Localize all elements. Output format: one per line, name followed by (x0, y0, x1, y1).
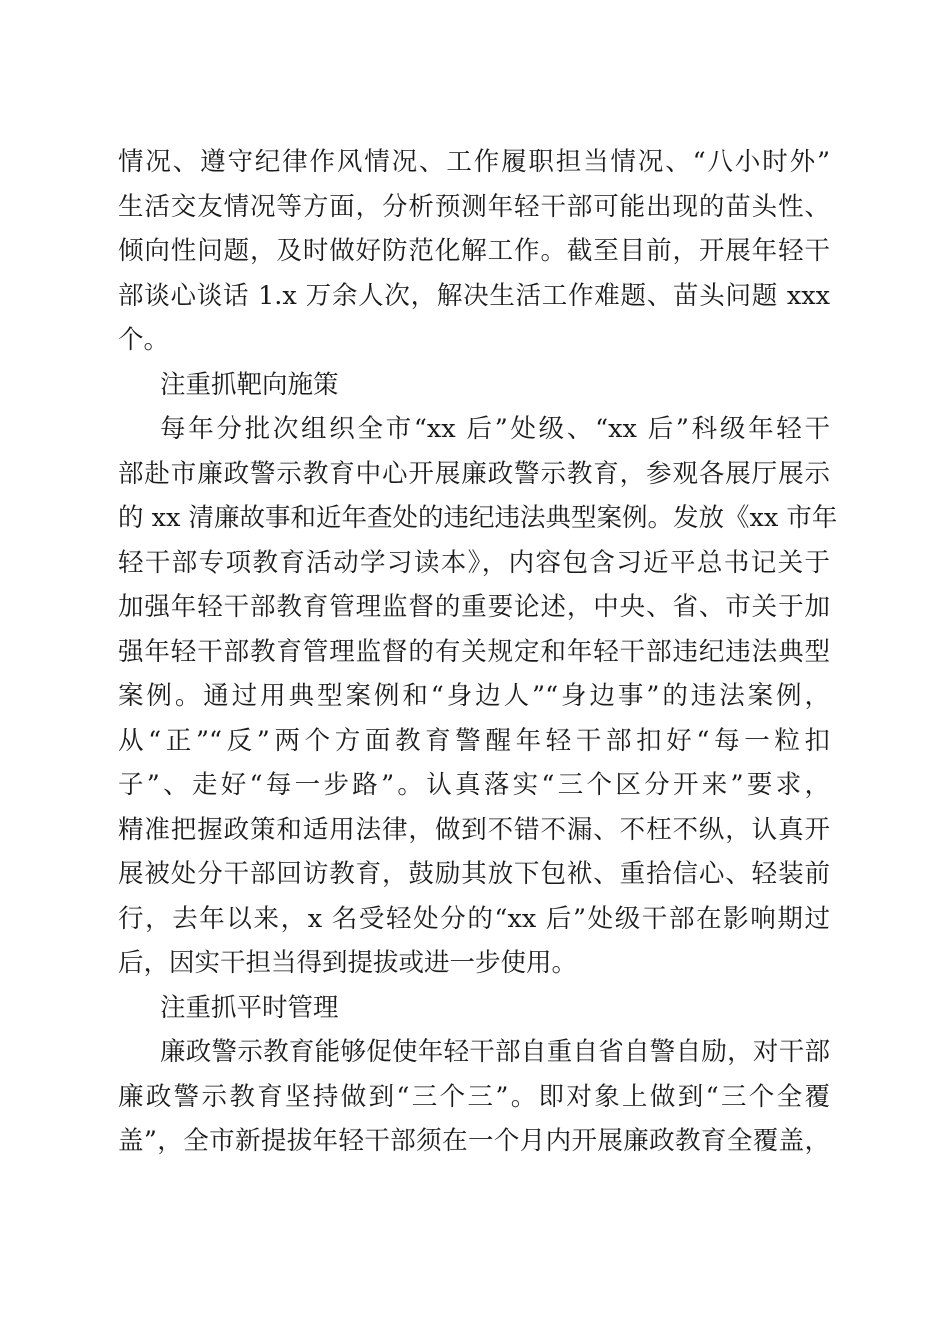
section-heading: 注重抓靶向施策 (160, 369, 339, 400)
paragraph-line: 倾向性问题，及时做好防范化解工作。截至目前，开展年轻干 (118, 236, 830, 266)
paragraph-line: 轻干部专项教育活动学习读本》，内容包含习近平总书记关于 (118, 547, 830, 578)
paragraph-line: 从“正”“反”两个方面教育警醒年轻干部扣好“每一粒扣 (118, 725, 830, 756)
paragraph-line: 部谈心谈话 1.x 万余人次，解决生活工作难题、苗头问题 xxx (118, 280, 830, 311)
paragraph-line: 的 xx 清廉故事和近年查处的违纪违法典型案例。发放《xx 市年 (118, 503, 838, 533)
paragraph-line: 后，因实干担当得到提拔或进一步使用。 (118, 948, 578, 978)
paragraph-line: 行，去年以来，x 名受轻处分的“xx 后”处级干部在影响期过 (118, 903, 830, 934)
paragraph-line: 盖”，全市新提拔年轻干部须在一个月内开展廉政教育全覆盖， (118, 1126, 830, 1156)
paragraph-line: 精准把握政策和适用法律，做到不错不漏、不枉不纵，认真开 (118, 814, 830, 845)
paragraph-line: 每年分批次组织全市“xx 后”处级、“xx 后”科级年轻干 (160, 414, 830, 444)
paragraph-3 (118, 1030, 830, 1164)
paragraph-2 (118, 407, 838, 986)
paragraph-line: 廉政警示教育坚持做到“三个三”。即对象上做到“三个全覆 (118, 1081, 830, 1112)
paragraph-line: 生活交友情况等方面，分析预测年轻干部可能出现的苗头性、 (118, 191, 830, 222)
paragraph-line: 强年轻干部教育管理监督的有关规定和年轻干部违纪违法典型 (118, 636, 830, 667)
paragraph-line: 案例。通过用典型案例和“身边人”“身边事”的违法案例， (118, 681, 830, 711)
paragraph-line: 子”、走好“每一步路”。认真落实“三个区分开来”要求， (118, 770, 830, 800)
section-heading: 注重抓平时管理 (160, 992, 339, 1023)
paragraph-line: 部赴市廉政警示教育中心开展廉政警示教育，参观各展厅展示 (118, 458, 830, 489)
paragraph-line: 廉政警示教育能够促使年轻干部自重自省自警自励，对干部 (160, 1037, 830, 1067)
paragraph-line: 个。 (118, 325, 170, 355)
paragraph-1 (118, 140, 830, 363)
document-body (118, 140, 838, 1164)
paragraph-line: 加强年轻干部教育管理监督的重要论述，中央、省、市关于加 (118, 592, 830, 622)
paragraph-line: 情况、遵守纪律作风情况、工作履职担当情况、“八小时外” (118, 147, 830, 177)
paragraph-line: 展被处分干部回访教育，鼓励其放下包袱、重拾信心、轻装前 (118, 859, 830, 889)
